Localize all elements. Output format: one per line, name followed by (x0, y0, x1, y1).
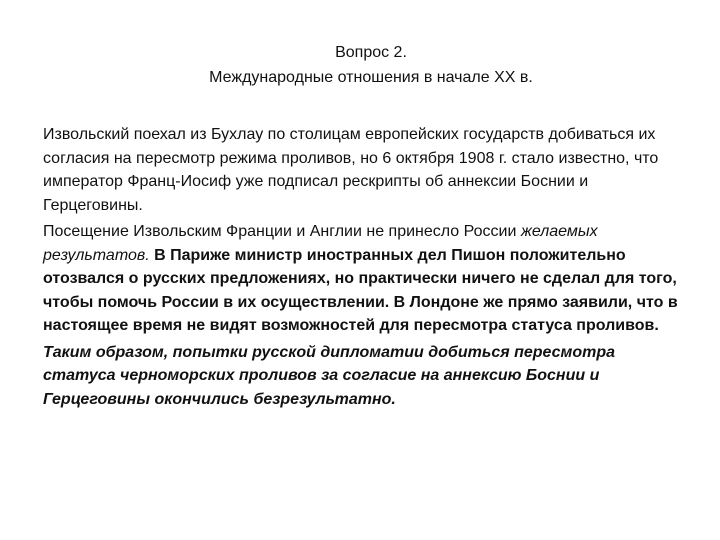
slide-body (43, 123, 683, 414)
paragraph-conclusion: Таким образом, попытки русской дипломатии добиться пересмотра статуса черноморских проливов за согласие на аннексию Боснии и Герцеговины окончились безрезультатно. (43, 343, 616, 408)
paragraph-visit-results (43, 220, 683, 338)
title-question-number: Вопрос 2. (335, 44, 407, 61)
paragraph-visit-plain-text: Посещение Извольским Франции и Англии не принесло России (43, 223, 521, 240)
title-topic: Международные отношения в начале ХХ в. (209, 69, 533, 86)
paragraph-visit-italic-text: желаемых результатов. (43, 223, 598, 264)
paragraph-visit-bold-text: В Париже министр иностранных дел Пишон положительно отозвался о русских предложениях, но практически ничего не сделал для того, чтобы помочь России в их осуществлении. В Лондоне же прямо заявили, что в настоящее время не видят возможностей для пересмотра статуса проливов. (43, 246, 678, 334)
slide-title (0, 40, 720, 90)
paragraph-izvolsky-trip: Извольский поехал из Бухлау по столицам европейских государств добиваться их согласия на пересмотр режима проливов, но 6 октября 1908 г. стало известно, что император Франц-Иосиф уже подписал рескрипты об аннексии Боснии и Герцеговины. (43, 126, 659, 214)
